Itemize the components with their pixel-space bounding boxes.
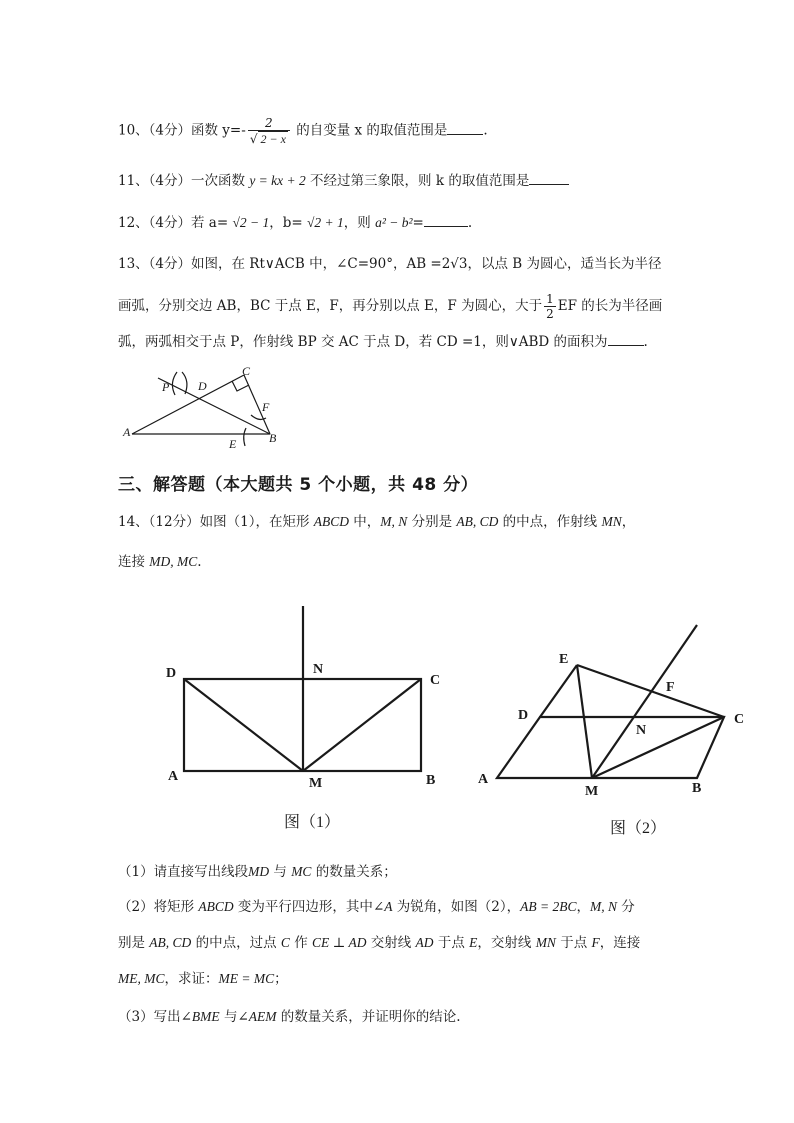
fig1-label-b: B — [426, 773, 436, 788]
q13-frac-den: 2 — [546, 307, 554, 321]
sub2-l1c: 为锐角，如图（2）， — [392, 899, 521, 915]
q14-text-a: 14、（12分）如图（1），在矩形 — [118, 514, 314, 530]
q12-end: . — [467, 215, 473, 231]
sub2-abcd: ABCD — [198, 899, 234, 914]
fig2-label-c: C — [734, 712, 745, 727]
q12-mid: ，b= — [269, 215, 307, 231]
segment-ac — [132, 375, 244, 434]
label-p: P — [162, 380, 170, 394]
question-14-line2 — [118, 552, 202, 572]
q11-text: 11、（4分）一次函数 — [118, 173, 250, 189]
sub1-c: 的数量关系； — [311, 864, 397, 880]
sub3-a: （3）写出 — [118, 1009, 181, 1025]
arc-f — [251, 415, 266, 419]
q13-line3-text: 弧，两弧相交于点 P，作射线 BP 交 AC 于点 D，若 CD =1，则∨ABD 的面积为 — [118, 334, 608, 350]
q12-mid2: ，则 — [343, 215, 376, 231]
label-a: A — [123, 425, 131, 439]
sub2-l2f: ，交射线 — [477, 935, 536, 951]
sub2-l2g: 于点 — [555, 935, 592, 951]
sub2-mn: M, N — [590, 899, 617, 914]
sub2-l2b: 的中点，过点 — [191, 935, 281, 951]
q10-denominator — [248, 131, 290, 146]
fig2-label-b: B — [692, 781, 702, 796]
sub2-l2h: ，连接 — [599, 935, 641, 951]
sub2-l3b: ，求证： — [164, 971, 219, 987]
sub-question-2-line1 — [118, 897, 635, 917]
sub-question-2-line3 — [118, 969, 288, 989]
sub2-goal: ME = MC — [218, 971, 275, 986]
sub3-angle-aem: ∠AEM — [237, 1009, 277, 1024]
fig1-label-c: C — [430, 673, 441, 688]
label-c: C — [242, 364, 251, 378]
question-12 — [118, 212, 472, 233]
fig1-label-n: N — [313, 662, 324, 677]
fig2-label-a: A — [478, 772, 489, 787]
question-11 — [118, 170, 569, 191]
sub2-ray-mn: MN — [535, 935, 556, 950]
q13-end: . — [643, 334, 648, 350]
segment-mc — [303, 679, 421, 771]
ray-bp — [158, 378, 270, 434]
fig2-caption: 图（2） — [610, 820, 667, 837]
figure-1-rectangle — [160, 600, 460, 840]
q14-abcd: ABCD — [313, 514, 349, 529]
sub1-md: MD — [248, 864, 270, 879]
answer-blank-12[interactable] — [424, 212, 468, 227]
sub1-mc: MC — [291, 864, 312, 879]
sub2-l1a: （2）将矩形 — [118, 899, 199, 915]
question-13-line3 — [118, 331, 648, 352]
sub2-point-c: C — [280, 935, 290, 950]
sub1-a: （1）请直接写出线段 — [118, 864, 249, 880]
q13-line1-text: 13、（4分）如图，在 Rt∨ACB 中，∠C=90°，AB =2√3，以点 B 为圆心，适当长为半径 — [118, 256, 662, 272]
fig2-label-d: D — [518, 708, 529, 723]
q14-md-mc: MD, MC — [149, 554, 198, 569]
question-13-line1 — [118, 254, 662, 274]
sub2-l2d: 交射线 — [366, 935, 416, 951]
q14-line2-a: 连接 — [118, 554, 150, 570]
sub2-ce-perp-ad: CE ⊥ AD — [312, 935, 367, 950]
question-10 — [118, 116, 488, 146]
sub2-point-e: E — [469, 935, 478, 950]
label-b: B — [269, 431, 277, 445]
sub2-ray-ad: AD — [415, 935, 434, 950]
sub2-l1d: ， — [576, 899, 590, 915]
q14-text-d: 的中点，作射线 — [498, 514, 602, 530]
answer-blank-11[interactable] — [529, 170, 569, 185]
q13-line2b: EF 的长为半径画 — [557, 298, 663, 314]
fig1-label-a: A — [168, 769, 179, 784]
q14-ray-mn: MN — [601, 514, 622, 529]
right-angle-mark — [232, 381, 249, 391]
section-heading: 三、解答题（本大题共 5 个小题，共 48 分） — [118, 475, 479, 495]
question-14-line1 — [118, 512, 635, 532]
q14-line2-b: . — [197, 554, 202, 570]
sub2-me-mc: ME, MC — [118, 971, 165, 986]
q13-triangle-figure — [118, 362, 288, 452]
fig2-label-n: N — [636, 723, 647, 738]
sub-question-2-line2 — [118, 933, 640, 953]
sub2-l2c: 作 — [289, 935, 312, 951]
arc-e — [244, 428, 246, 446]
fig2-label-f: F — [666, 680, 675, 695]
q14-text-e: ， — [621, 514, 636, 530]
q12-expression: a² − b² — [375, 215, 413, 230]
q10-fraction — [248, 116, 290, 146]
sub2-ab-cd: AB, CD — [149, 935, 192, 950]
sub2-angle-a: ∠A — [372, 899, 393, 914]
answer-blank-13[interactable] — [608, 331, 644, 346]
sub3-c: 的数量关系，并证明你的结论. — [276, 1009, 461, 1025]
extension-ad — [540, 665, 577, 717]
sub-question-3 — [118, 1007, 461, 1027]
segment-me — [577, 665, 592, 778]
q10-text: 10、（4分）函数 y=- — [118, 122, 246, 139]
sub2-l3c: ； — [274, 971, 288, 987]
q13-fraction — [544, 292, 556, 321]
sub3-b: 与 — [219, 1009, 238, 1025]
segment-md — [184, 679, 303, 771]
fig1-caption: 图（1） — [284, 814, 341, 831]
fig1-label-m: M — [309, 776, 323, 791]
label-f: F — [262, 400, 270, 414]
sub3-angle-bme: ∠BME — [180, 1009, 220, 1024]
sub-question-1 — [118, 862, 397, 882]
sub2-l2e: 于点 — [433, 935, 470, 951]
q12-a-value: √2 − 1 — [232, 215, 270, 230]
q13-line2a: 画弧，分别交边 AB，BC 于点 E，F，再分别以点 E，F 为圆心，大于 — [118, 298, 543, 314]
q10-radicand: 2 − x — [260, 132, 286, 146]
q11-suffix: 不经过第三象限，则 k 的取值范围是 — [305, 173, 530, 189]
sub1-b: 与 — [269, 864, 292, 880]
sub2-l2a: 别是 — [118, 935, 150, 951]
q11-formula: y = kx + 2 — [249, 173, 306, 188]
fig2-label-e: E — [559, 652, 569, 667]
q12-text: 12、（4分）若 a= — [118, 215, 233, 231]
sub2-l1b: 变为平行四边形，其中 — [233, 899, 373, 915]
q13-frac-num: 1 — [546, 292, 554, 306]
q12-b-value: √2 + 1 — [307, 215, 344, 230]
arc-p — [172, 372, 177, 395]
q10-suffix: 的自变量 x 的取值范围是 — [291, 122, 448, 139]
q14-mn: M, N — [380, 514, 408, 529]
q12-suffix: = — [412, 215, 424, 231]
sub2-ab-eq: AB = 2BC — [520, 899, 577, 914]
fig2-label-m: M — [585, 784, 599, 799]
figure-2-parallelogram — [470, 615, 760, 845]
sub2-point-f: F — [591, 935, 600, 950]
q14-text-c: 分别是 — [407, 514, 457, 530]
answer-blank-10[interactable] — [447, 120, 483, 135]
sub2-l1e: 分 — [617, 899, 635, 915]
label-d: D — [198, 379, 207, 393]
q10-numerator: 2 — [248, 116, 290, 131]
label-e: E — [229, 437, 237, 451]
q10-end: . — [483, 122, 488, 139]
question-13-line2 — [118, 292, 662, 321]
q14-text-b: 中， — [349, 514, 381, 530]
q10-root-sign: √ — [249, 132, 258, 146]
q14-ab-cd: AB, CD — [456, 514, 499, 529]
fig1-label-d: D — [166, 666, 177, 681]
